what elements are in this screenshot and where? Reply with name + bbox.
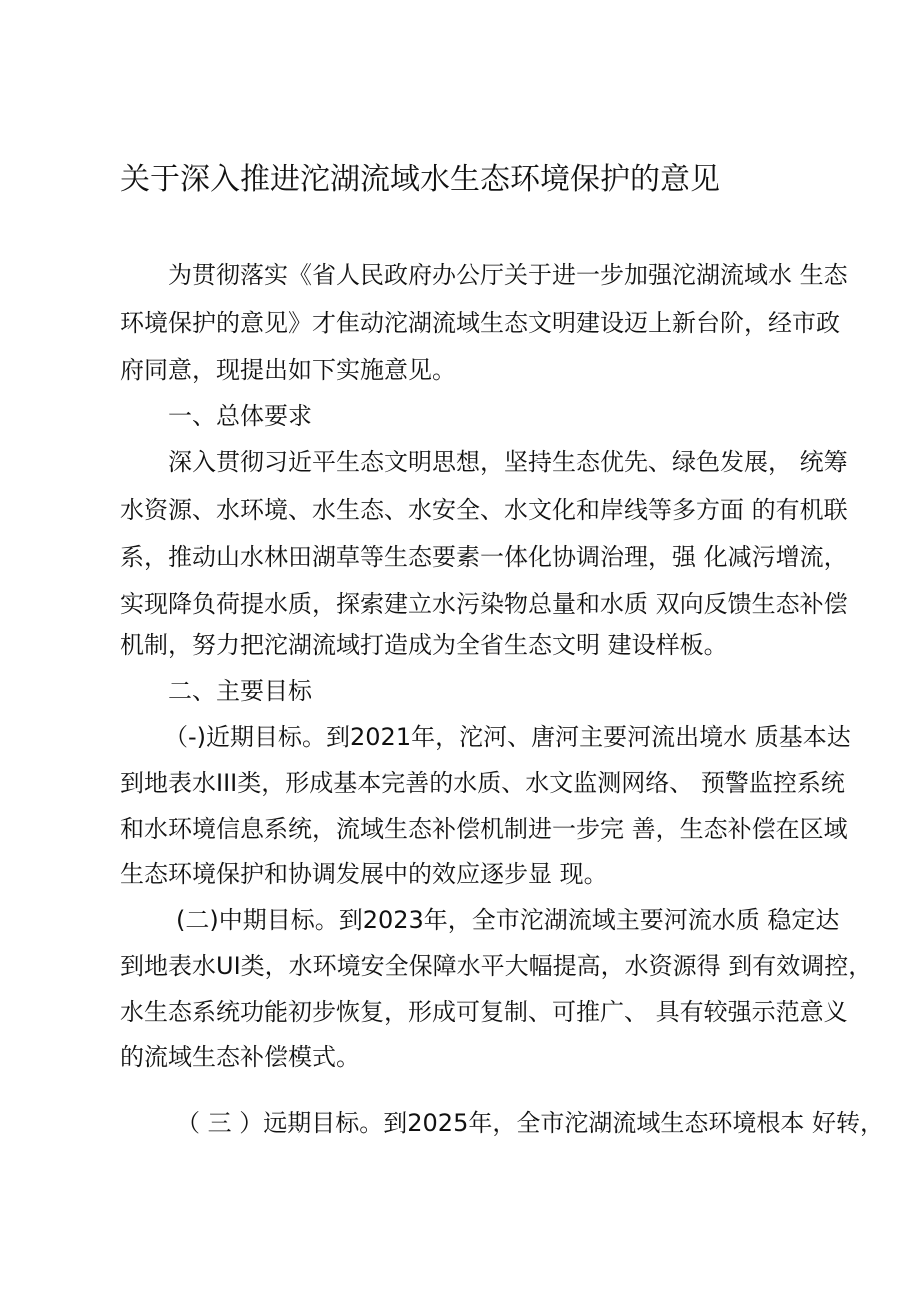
section-heading: 一、总体要求	[168, 402, 312, 430]
paragraph-line: 水生态系统功能初步恢复，形成可复制、可推广、 具有较强示范意义	[120, 998, 848, 1026]
section-heading: 二、主要目标	[168, 677, 312, 705]
paragraph-line: (二)中期目标。到2023年，全市沱湖流域主要河流水质 稳定达	[176, 906, 840, 934]
paragraph-line: 实现降负荷提水质，探索建立水污染物总量和水质 双向反馈生态补偿	[120, 590, 848, 618]
paragraph-line: （ 三 ）远期目标。到2025年，全市沱湖流域生态环境根本 好转，	[176, 1109, 884, 1137]
paragraph-line: 和水环境信息系统，流域生态补偿机制进一步完 善，生态补偿在区域	[120, 815, 848, 843]
paragraph-line: 系，推动山水林田湖草等生态要素一体化协调治理，强 化减污增流，	[120, 543, 848, 571]
paragraph-line: 生态环境保护和协调发展中的效应逐步显 现。	[120, 860, 608, 888]
paragraph-line: 机制，努力把沱湖流域打造成为全省生态文明 建设样板。	[120, 631, 728, 659]
paragraph-line: （-)近期目标。到2021年，沱河、唐河主要河流出境水 质基本达	[164, 723, 851, 751]
paragraph-line: 水资源、水环境、水生态、水安全、水文化和岸线等多方面 的有机联	[120, 496, 848, 524]
document-title: 关于深入推进沱湖流域水生态环境保护的意见	[120, 162, 720, 197]
paragraph-line: 府同意，现提出如下实施意见。	[120, 356, 456, 384]
paragraph-line: 为贯彻落实《省人民政府办公厅关于进一步加强沱湖流域水 生态	[168, 261, 848, 289]
paragraph-line: 环境保护的意见》才隹动沱湖流域生态文明建设迈上新台阶，经市政	[120, 309, 840, 337]
paragraph-line: 到地表水III类，形成基本完善的水质、水文监测网络、 预警监控系统	[120, 769, 845, 797]
paragraph-line: 到地表水UI类，水环境安全保障水平大幅提高，水资源得 到有效调控，	[120, 952, 873, 980]
paragraph-line: 的流域生态补偿模式。	[120, 1043, 360, 1071]
paragraph-line: 深入贯彻习近平生态文明思想，坚持生态优先、绿色发展， 统筹	[168, 448, 848, 476]
